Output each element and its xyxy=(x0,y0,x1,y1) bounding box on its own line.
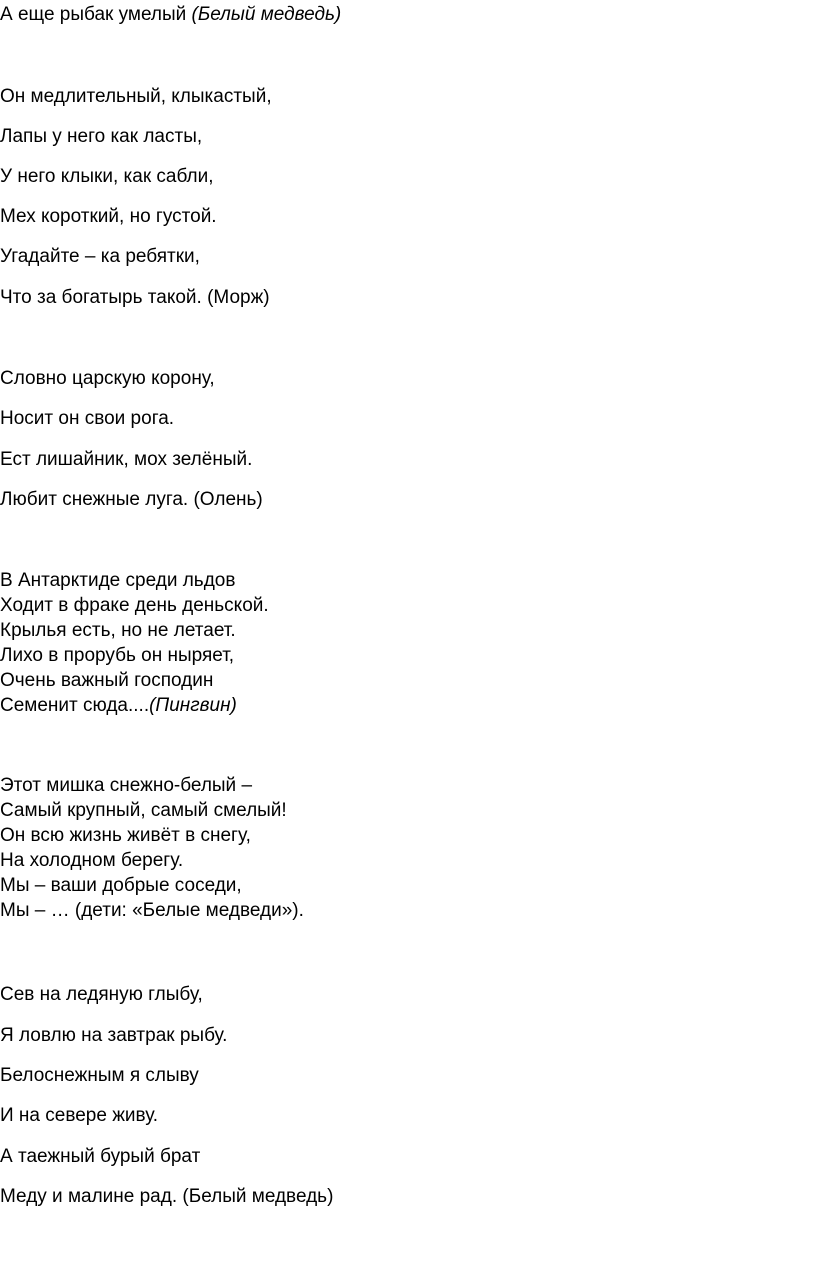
verse-line: Мех короткий, но густой. xyxy=(0,206,217,227)
verse-line: Любит снежные луга. (Олень) xyxy=(0,489,263,510)
verse-line: Угадайте – ка ребятки, xyxy=(0,246,200,267)
verse-line: Лихо в прорубь он ныряет, xyxy=(0,645,235,666)
verse-line: В Антарктиде среди льдов xyxy=(0,570,236,591)
intro-line xyxy=(0,3,341,27)
verse-line: Очень важный господин xyxy=(0,670,214,691)
verse-line: Самый крупный, самый смелый! xyxy=(0,800,287,821)
verse-line: И на севере живу. xyxy=(0,1105,159,1126)
verse-line: Лапы у него как ласты, xyxy=(0,126,203,147)
verse-line: Что за богатырь такой. (Морж) xyxy=(0,287,270,308)
verse-line: Мы – ваши добрые соседи, xyxy=(0,875,242,896)
verse-line: У него клыки, как сабли, xyxy=(0,166,214,187)
verse-line: Сев на ледяную глыбу, xyxy=(0,984,203,1005)
verse-line: Ест лишайник, мох зелёный. xyxy=(0,449,253,470)
riddle-answer: (Пингвин) xyxy=(149,695,237,716)
verse-line: Меду и малине рад. (Белый медведь) xyxy=(0,1186,334,1207)
verse-line: Носит он свои рога. xyxy=(0,408,175,429)
verse-line: Он медлительный, клыкастый, xyxy=(0,86,272,107)
verse-line: Белоснежным я слыву xyxy=(0,1065,199,1086)
intro-answer: (Белый медведь) xyxy=(191,4,342,25)
verse-line: Ходит в фраке день деньской. xyxy=(0,595,269,616)
verse-line: Мы – … (дети: «Белые медведи»). xyxy=(0,900,304,921)
verse-line: А таежный бурый брат xyxy=(0,1146,201,1167)
verse-line: Этот мишка снежно-белый – xyxy=(0,775,253,796)
verse-text: Семенит сюда.... xyxy=(0,695,150,716)
verse-line xyxy=(0,694,237,718)
intro-text: А еще рыбак умелый xyxy=(0,4,192,25)
verse-line: Я ловлю на завтрак рыбу. xyxy=(0,1025,228,1046)
verse-line: Крылья есть, но не летает. xyxy=(0,620,236,641)
verse-line: На холодном берегу. xyxy=(0,850,184,871)
verse-line: Он всю жизнь живёт в снегу, xyxy=(0,825,251,846)
verse-line: Словно царскую корону, xyxy=(0,368,215,389)
